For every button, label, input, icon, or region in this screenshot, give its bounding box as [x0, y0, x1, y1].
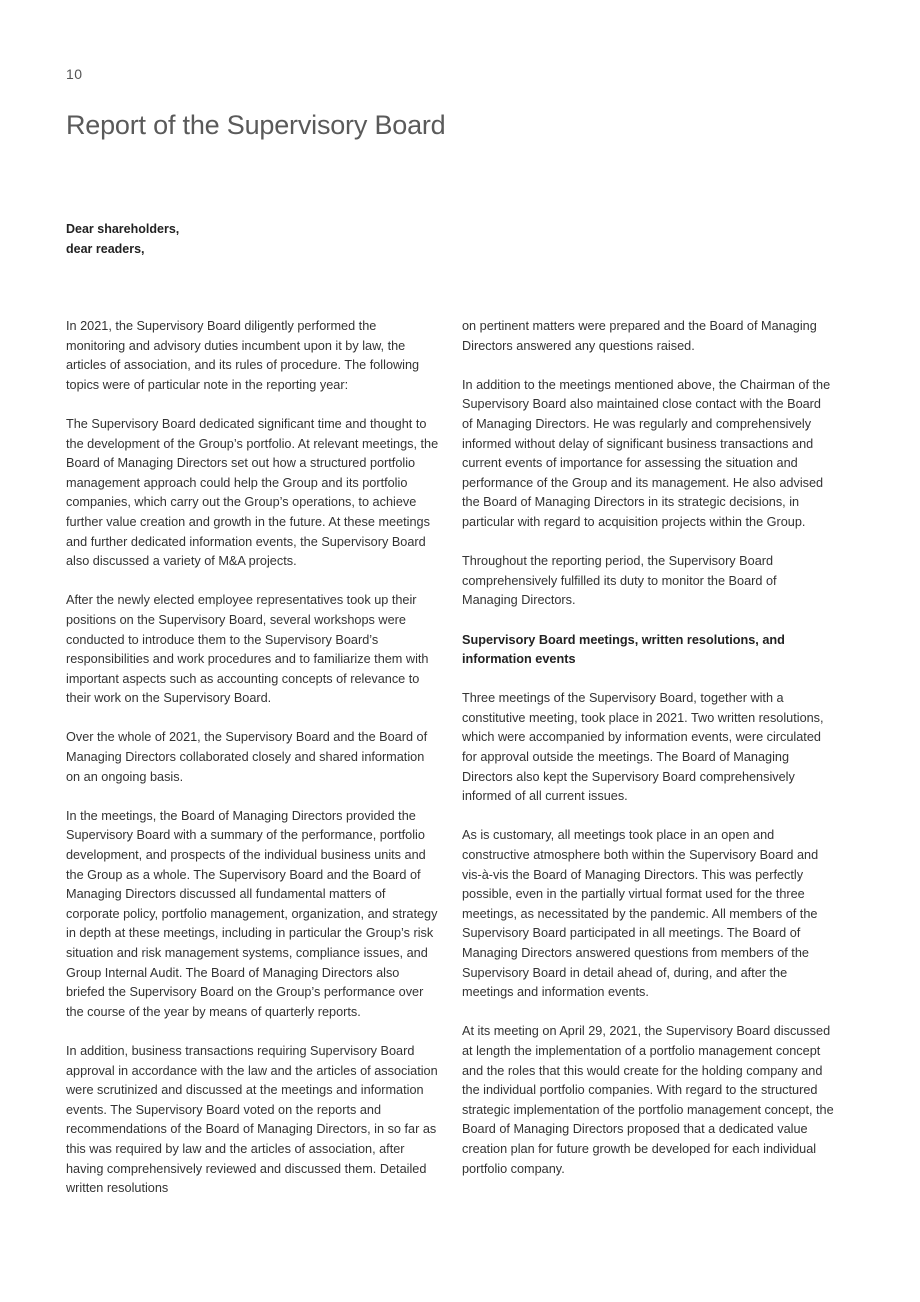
paragraph: At its meeting on April 29, 2021, the Supervisory Board discussed at length the implementation of a portfolio management concept and the roles that this would create for the holding company and the individual portfolio companies. With regard to the structured strategic implementation of the portfolio management concept, the Board of Managing Directors proposed that a dedicated value creation plan for future growth be developed for each individual portfolio company. — [462, 1024, 834, 1176]
paragraph: In addition to the meetings mentioned above, the Chairman of the Supervisory Board also maintained close contact with the Board of Managing Directors. He was regularly and comprehensively informed without delay of significant business transactions and current events of importance for assessing the situation and performance of the Group and its management. He also advised the Board of Managing Directors in its strategic decisions, in particular with regard to acquisition projects within the Group. — [462, 377, 831, 529]
paragraph: In the meetings, the Board of Managing Directors provided the Supervisory Board with a summary of the performance, portfolio development, and prospects of the individual business units and the Group as a whole. The Supervisory Board and the Board of Managing Directors discussed all fundamental matters of corporate policy, portfolio management, organization, and strategy in depth at these meetings, including in particular the Group’s risk situation and risk management systems, compliance issues, and Group Internal Audit. The Board of Managing Directors also briefed the Supervisory Board on the Group’s performance over the course of the year by means of quarterly reports. — [66, 808, 438, 1019]
paragraph: Three meetings of the Supervisory Board, together with a constitutive meeting, took place in 2021. Two written resolutions, which were accompanied by information events, were circulated for approval outside the meetings. The Board of Managing Directors also kept the Supervisory Board comprehensively informed of all current issues. — [462, 691, 824, 804]
paragraph: Throughout the reporting period, the Supervisory Board comprehensively fulfilled its duty to monitor the Board of Managing Directors. — [462, 554, 777, 608]
page-number: 10 — [66, 66, 83, 82]
paragraph: In 2021, the Supervisory Board diligently performed the monitoring and advisory duties incumbent upon it by law, the articles of association, and its rules of procedure. The following topics were of particular note in the reporting year: — [66, 319, 420, 392]
salutation-line-2: dear readers, — [66, 241, 145, 256]
paragraph: The Supervisory Board dedicated significant time and thought to the development of the Group’s portfolio. At relevant meetings, the Board of Managing Directors set out how a structured portfolio management approach could help the Group and its portfolio companies, which carry out the Group’s operations, to achieve further value creation and growth in the future. At these meetings and further dedicated information events, the Supervisory Board also discussed a variety of M&A projects. — [66, 416, 439, 569]
section-subheading: Supervisory Board meetings, written resolutions, and information events — [462, 632, 785, 667]
left-column — [66, 317, 439, 1218]
salutation — [66, 220, 179, 259]
salutation-line-1: Dear shareholders, — [66, 222, 180, 236]
paragraph: Over the whole of 2021, the Supervisory Board and the Board of Managing Directors collaborated closely and shared information on an ongoing basis. — [66, 730, 428, 784]
paragraph: After the newly elected employee representatives took up their positions on the Supervisory Board, several workshops were conducted to introduce them to the Supervisory Board’s responsibilities and work procedures and to familiarize them with important aspects such as accounting concepts of relevance to their work on the Supervisory Board. — [66, 593, 429, 706]
page-title: Report of the Supervisory Board — [66, 110, 446, 140]
paragraph: As is customary, all meetings took place in an open and constructive atmosphere both within the Supervisory Board and vis-à-vis the Board of Managing Directors. This was perfectly possible, even in the partially virtual format used for the three meetings, as necessitated by the pandemic. All members of the Supervisory Board participated in all meetings. The Board of Managing Directors answered questions from members of the Supervisory Board in detail ahead of, during, and after the meetings and information events. — [462, 828, 819, 1000]
right-column — [462, 317, 835, 1199]
paragraph: on pertinent matters were prepared and the Board of Managing Directors answered any questions raised. — [462, 319, 817, 353]
paragraph: In addition, business transactions requiring Supervisory Board approval in accordance with the law and the articles of association were scrutinized and discussed at the meetings and information events. The Supervisory Board voted on the reports and recommendations of the Board of Managing Directors, in so far as this was required by law and the articles of association, after having comprehensively reviewed and discussed them. Detailed written resolutions — [66, 1043, 438, 1196]
